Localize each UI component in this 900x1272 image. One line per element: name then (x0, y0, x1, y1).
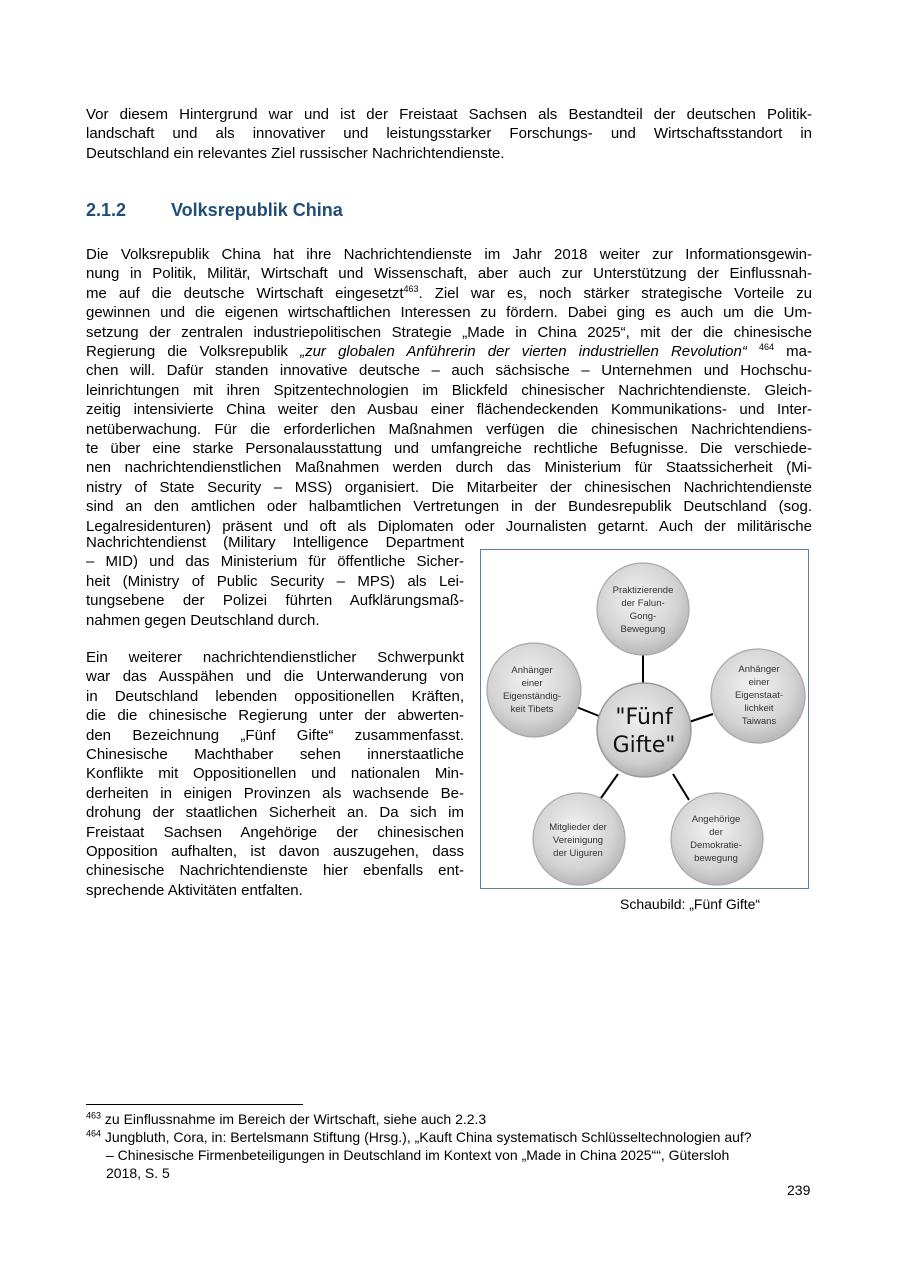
footnote-text-continued: – Chinesische Firmenbeteiligungen in Deutschland im Kontext von „Made in China 2025““, Gütersloh (106, 1147, 730, 1163)
text-line (86, 342, 812, 361)
node-label-line: Vereinigung (552, 835, 604, 846)
node-label-line: Demokratie- (690, 840, 742, 851)
center-label-line: "Fünf (615, 705, 673, 730)
text-line: gewinnen und die eigenen wirtschaftlichen Interessen zu fördern. Dabei ging es auch um die Um- (86, 304, 812, 322)
text-line: nung in Politik, Militär, Wirtschaft und Wissenschaft, aber auch zur Unterstützung der Einflussnah- (86, 265, 812, 283)
footnote-ref-464[interactable]: 464 (758, 342, 775, 353)
node-label-line: der (709, 827, 723, 838)
text-line (86, 284, 812, 303)
text-line: sprechende Aktivitäten entfalten. (86, 881, 303, 899)
text-line: Legalresidenturen) präsent und oft als Diplomaten oder Journalisten getarnt. Auch der militärische (86, 517, 812, 535)
node-label-line: der Uiguren (553, 848, 603, 859)
node-label-line: einer (748, 677, 770, 688)
node-label-line: Mitglieder der (549, 822, 607, 833)
diagram-figure (480, 549, 809, 889)
node-democracy (671, 793, 763, 885)
text-line: zeitig intensivierte China weiter den Ausbau einer flächendeckenden Kommunikations- und Inter- (86, 401, 812, 419)
text-segment: Regierung die Volksrepublik (86, 343, 301, 361)
text-line: te über eine starke Personalausstattung und umfangreiche rechtliche Befugnisse. Die verschiede- (86, 440, 812, 458)
node-label-line: Anhänger (511, 665, 553, 676)
footnote-text-continued: 2018, S. 5 (106, 1165, 170, 1181)
footnote-number: 463 (86, 1110, 102, 1121)
intro-paragraph (86, 105, 812, 163)
quote-italic: „zur globalen Anführerin der vierten industriellen Revolution“ (300, 343, 747, 361)
text-line: nen nachrichtendienstlichen Maßnahmen werden durch das Ministerium für Staatssicherheit (Mi- (86, 459, 812, 477)
figure-caption: Schaubild: „Fünf Gifte“ (620, 896, 761, 912)
text-line: Nachrichtendienst (Military Intelligence Department (86, 534, 464, 551)
node-label-line: bewegung (694, 853, 738, 864)
node-uiguren (533, 793, 625, 885)
node-label-line: der Falun- (621, 598, 665, 609)
node-taiwan (711, 649, 805, 743)
text-line: Vor diesem Hintergrund war und ist der Freistaat Sachsen als Bestandteil der deutschen Politik- (86, 106, 812, 123)
text-segment: me auf die deutsche Wirtschaft eingesetzt (86, 284, 404, 302)
text-line: chen will. Dafür standen innovative deutsche – auch sächsische – Unternehmen und Hochschu- (86, 362, 812, 380)
text-line: derheiten in einigen Provinzen als wachsende Be- (86, 784, 464, 802)
text-line: heit (Ministry of Public Security – MPS) als Lei- (86, 572, 464, 590)
footnote-text: Jungbluth, Cora, in: Bertelsmann Stiftung (Hrsg.), „Kauft China systematisch Schlüsseltechnologien auf? (104, 1129, 752, 1145)
node-label-line: keit Tibets (510, 704, 554, 715)
text-line: die die chinesische Regierung unter der abwerten- (86, 707, 464, 725)
node-label-line: Eigenständig- (502, 691, 562, 702)
five-poisons-diagram (481, 550, 808, 888)
text-line: Ein weiterer nachrichtendienstlicher Schwerpunkt (86, 649, 464, 666)
text-line: in Deutschland lebenden oppositionellen Kräften, (86, 687, 464, 705)
node-label-line: einer (521, 678, 543, 689)
footnotes (86, 1110, 812, 1182)
page-number: 239 (787, 1182, 811, 1198)
text-line: landschaft und als innovativer und leistungsstarker Forschungs- und Wirtschaftsstandort in (86, 125, 812, 143)
node-label-line: Taiwans (741, 716, 777, 727)
footnote-ref-463[interactable]: 463 (403, 283, 419, 294)
text-line: setzung der zentralen industriepolitischen Strategie „Made in China 2025“, mit der die chinesische (86, 323, 812, 341)
node-label-line: Anhänger (738, 664, 780, 675)
text-line: Opposition aufhalten, ist davon auszugehen, dass (86, 843, 464, 861)
footnote-464 (86, 1128, 812, 1182)
node-label-line: Praktizierende (612, 585, 674, 596)
section-title: Volksrepublik China (171, 200, 343, 220)
text-line: netüberwachung. Für die erforderlichen Maßnahmen verfügen die chinesischen Nachrichtendiens- (86, 420, 812, 438)
text-line: Konflikte mit Oppositionellen und nationalen Min- (86, 765, 464, 783)
text-line: tungsebene der Polizei führten Aufklärungsmaß- (86, 592, 464, 610)
text-line: drohung der staatlichen Sicherheit an. Da sich im (86, 804, 464, 822)
text-line: Freistaat Sachsen Angehörige der chinesischen (86, 823, 464, 841)
text-line: war das Ausspähen und die Unterwanderung von (86, 668, 464, 686)
text-line: leinrichtungen mit ihren Spitzentechnologien im Blickfeld chinesischer Nachrichtendienste. Gleich- (86, 381, 812, 399)
text-line: Chinesische Machthaber sehen innerstaatliche (86, 746, 464, 764)
node-falun-gong (597, 563, 689, 655)
text-line: Deutschland ein relevantes Ziel russischer Nachrichtendienste. (86, 144, 505, 162)
node-label-line: Eigenstaat- (734, 690, 784, 701)
node-label-line: lichkeit (744, 703, 774, 714)
body-paragraph (86, 245, 812, 536)
text-line: – MID) und das Ministerium für öffentliche Sicher- (86, 553, 464, 571)
text-line: sind an den amtlichen oder halbamtlichen Vertretungen in der Bundesrepublik Deutschland (sog. (86, 498, 812, 516)
node-label-line: Gong- (629, 611, 657, 622)
text-line: chinesische Nachrichtendienste hier ebenfalls ent- (86, 862, 464, 880)
text-line: nahmen gegen Deutschland durch. (86, 611, 320, 629)
footnote-text: zu Einflussnahme im Bereich der Wirtschaft, siehe auch 2.2.3 (104, 1111, 487, 1127)
node-tibet (487, 643, 581, 737)
node-label-line: Angehörige (691, 814, 741, 825)
connector-right (689, 714, 713, 722)
connector-bottom-right (673, 774, 689, 800)
section-heading (86, 200, 343, 221)
node-center (597, 683, 691, 777)
node-label-line: Bewegung (620, 624, 666, 635)
text-line: nistry of State Security – MSS) organisiert. Die Mitarbeiter der chinesischen Nachrichtendienste (86, 478, 812, 496)
left-column-paragraph-1 (86, 533, 464, 630)
section-number: 2.1.2 (86, 200, 127, 220)
text-line: den Bezeichnung „Fünf Gifte“ zusammenfasst. (86, 726, 464, 744)
left-column-paragraph-2 (86, 648, 464, 900)
footnote-number: 464 (86, 1128, 102, 1139)
connector-bottom-left (601, 774, 618, 798)
footnote-divider (86, 1104, 303, 1105)
text-segment: ma- (774, 343, 813, 361)
footnote-463 (86, 1110, 812, 1128)
center-label-line: Gifte" (612, 733, 676, 758)
text-segment: . Ziel war es, noch stärker strategische Vorteile zu (418, 284, 812, 302)
text-line: Die Volksrepublik China hat ihre Nachrichtendienste im Jahr 2018 weiter zur Informationsgewin- (86, 246, 812, 263)
